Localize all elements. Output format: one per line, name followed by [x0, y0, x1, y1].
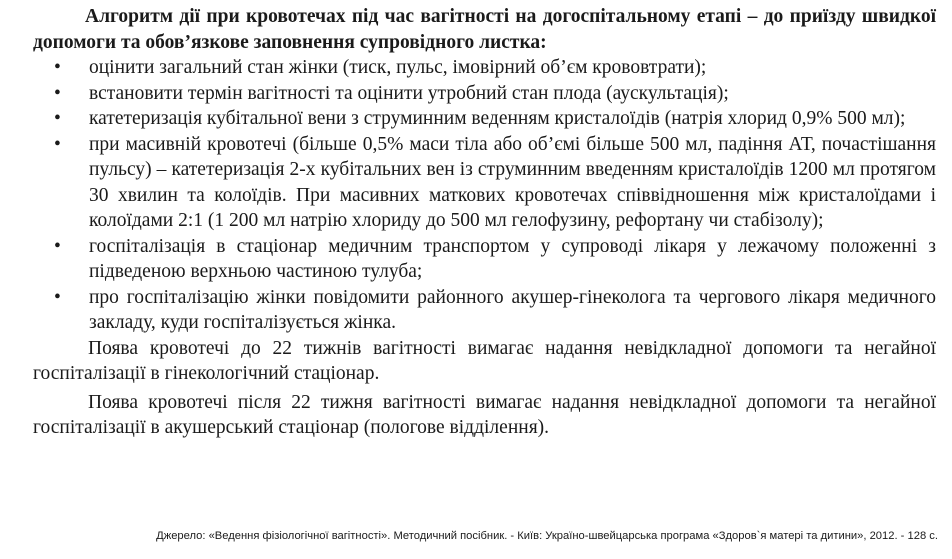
- list-item-text: при масивній кровотечі (більше 0,5% маси тіла або об’ємі більше 500 мл, падіння АТ, почастішання пульсу) – катетеризація 2-х кубітальних вен із струминним введенням кристалоїдів 1200 мл протягом 30 хвилин та колоїдів. При масивних маткових кровотечах співвідношення між кристалоїдами і колоїдами 2:1 (1 200 мл натрію хлориду до 500 мл гелофузину, рефортану чи стабізолу);: [89, 133, 936, 231]
- list-item-text: встановити термін вагітності та оцінити утробний стан плода (аускультація);: [89, 82, 729, 104]
- slide-title: Алгоритм дії при кровотечах під час вагітності на догоспітальному етапі – до приїзду швидкої допомоги та обов’язкове заповнення супровідного листка:: [33, 6, 936, 53]
- list-item: [33, 285, 936, 336]
- bullet-icon: •: [54, 57, 61, 78]
- bullet-icon: •: [54, 286, 61, 308]
- list-item-text: про госпіталізацію жінки повідомити районного акушер-гінеколога та чергового лікаря медичного закладу, куди госпіталізується жінка.: [89, 286, 936, 333]
- bullet-icon: •: [54, 108, 61, 129]
- list-item-text: госпіталізація в стаціонар медичним транспортом у супроводі лікаря у лежачому положенні з підведеною верхньою частиною тулуба;: [89, 235, 936, 282]
- bullet-icon: •: [54, 235, 61, 257]
- algorithm-list: [33, 55, 936, 336]
- paragraph-before-22-weeks: Поява кровотечі до 22 тижнів вагітності вимагає надання невідкладної допомоги та негайної госпіталізації в гінекологічний стаціонар.: [33, 337, 936, 384]
- list-item-text: катетеризація кубітальної вени з струминним веденням кристалоїдів (натрія хлорид 0,9% 500 мл);: [89, 108, 906, 129]
- list-item: [33, 132, 936, 234]
- list-item: [33, 81, 936, 107]
- list-item: [33, 55, 936, 81]
- list-item: [33, 234, 936, 285]
- source-citation: Джерело: «Ведення фізіологічної вагітності». Методичний посібник. - Київ: Україно-швейцарська програма «Здоров`я матері та дитини», 2012. - 128 с.: [156, 530, 938, 542]
- bullet-icon: •: [54, 82, 61, 104]
- list-item: [33, 106, 936, 132]
- bullet-icon: •: [54, 133, 61, 155]
- paragraph-after-22-weeks: Поява кровотечі після 22 тижня вагітності вимагає надання невідкладної допомоги та негайної госпіталізації в акушерський стаціонар (пологове відділення).: [33, 391, 936, 438]
- list-item-text: оцінити загальний стан жінки (тиск, пульс, імовірний об’єм крововтрати);: [89, 57, 707, 78]
